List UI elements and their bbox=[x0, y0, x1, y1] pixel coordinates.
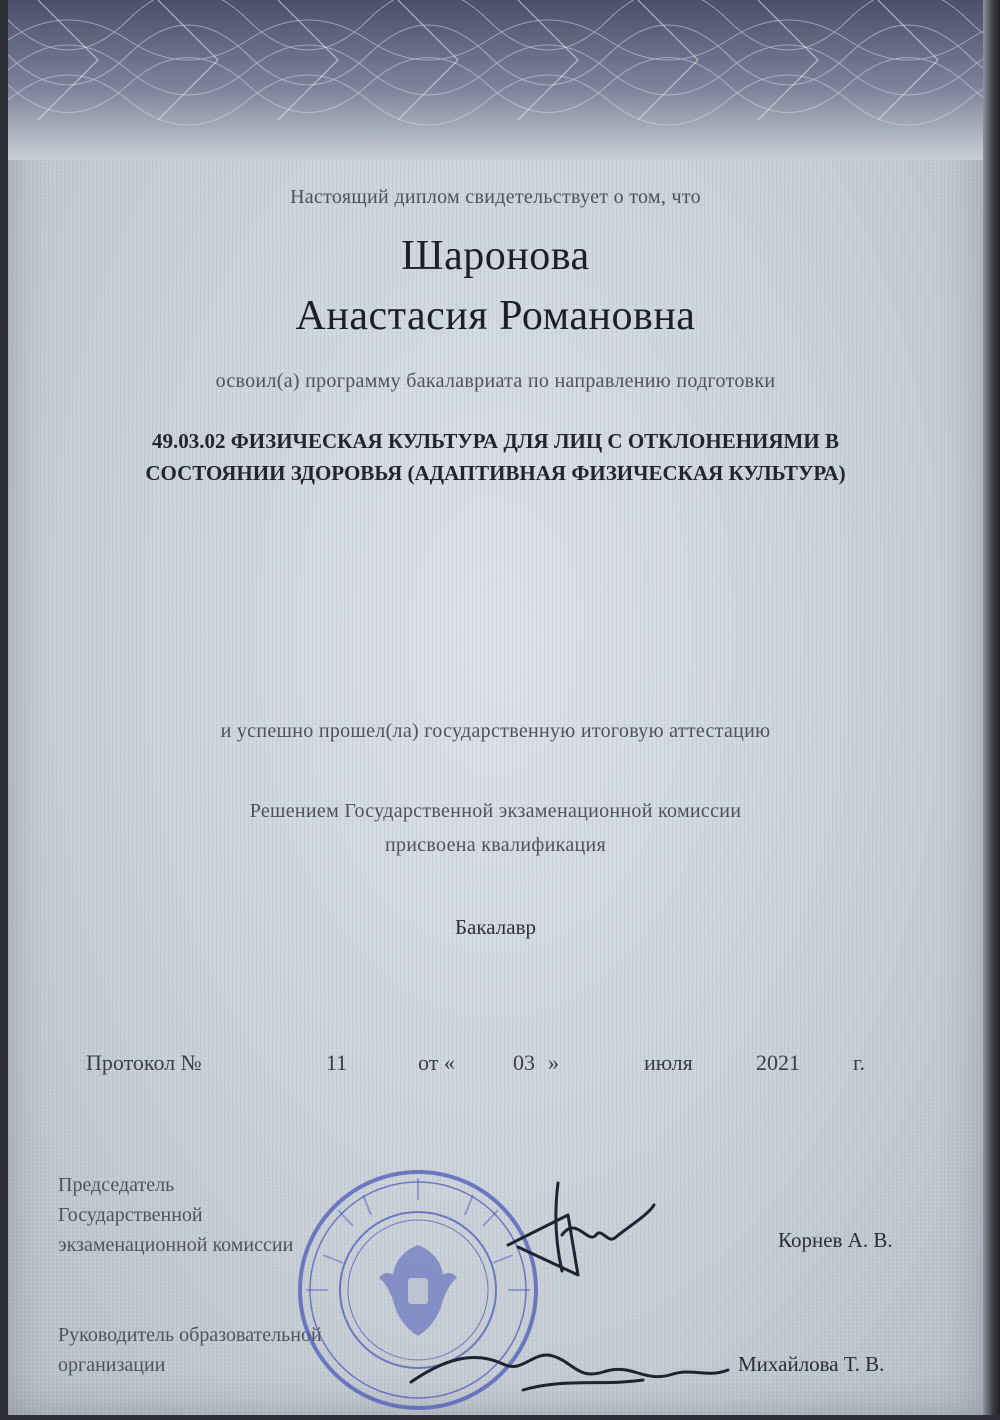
protocol-label: Протокол № bbox=[86, 1050, 202, 1075]
chair-title-line3: экзаменационной комиссии bbox=[58, 1234, 294, 1256]
graduate-surname: Шаронова bbox=[401, 233, 590, 279]
diploma-page bbox=[8, 0, 983, 1415]
head-title-line1: Руководитель образовательной bbox=[58, 1324, 322, 1346]
program-title-line2: СОСТОЯНИИ ЗДОРОВЬЯ (АДАПТИВНАЯ ФИЗИЧЕСКАЯ КУЛЬТУРА) bbox=[145, 461, 846, 485]
protocol-from-label: от « bbox=[418, 1050, 455, 1075]
paper-edge-shadow bbox=[983, 0, 1000, 1415]
head-signature bbox=[403, 1320, 733, 1400]
chair-title bbox=[58, 1170, 293, 1260]
intro-text: Настоящий диплом свидетельствует о том, что bbox=[290, 186, 701, 208]
chair-title-line1: Председатель bbox=[58, 1174, 175, 1196]
commission-decision-line2: присвоена квалификация bbox=[384, 834, 607, 856]
commission-decision-line1: Решением Государственной экзаменационной комиссии bbox=[249, 800, 742, 822]
head-title-line2: организации bbox=[58, 1354, 166, 1376]
guilloche-ornament bbox=[8, 0, 983, 160]
chair-signature bbox=[498, 1175, 658, 1285]
protocol-day: 03 bbox=[513, 1050, 535, 1075]
attestation-text: и успешно прошел(ла) государственную итоговую аттестацию bbox=[220, 720, 771, 742]
graduate-given-names: Анастасия Романовна bbox=[295, 293, 696, 339]
protocol-year-suffix: г. bbox=[853, 1050, 866, 1075]
head-name: Михайлова Т. В. bbox=[738, 1352, 885, 1376]
head-title bbox=[58, 1320, 322, 1380]
protocol-year: 2021 bbox=[756, 1050, 800, 1075]
chair-name: Корнев А. В. bbox=[778, 1228, 893, 1252]
qualification-value: Бакалавр bbox=[455, 915, 536, 939]
program-title-line1: 49.03.02 ФИЗИЧЕСКАЯ КУЛЬТУРА ДЛЯ ЛИЦ С ОТКЛОНЕНИЯМИ В bbox=[152, 429, 839, 453]
protocol-day-close: » bbox=[548, 1050, 559, 1075]
protocol-month: июля bbox=[644, 1050, 693, 1075]
protocol-number: 11 bbox=[326, 1050, 348, 1075]
program-mastered-text: освоил(а) программу бакалавриата по направлению подготовки bbox=[215, 370, 776, 392]
chair-title-line2: Государственной bbox=[58, 1204, 203, 1226]
